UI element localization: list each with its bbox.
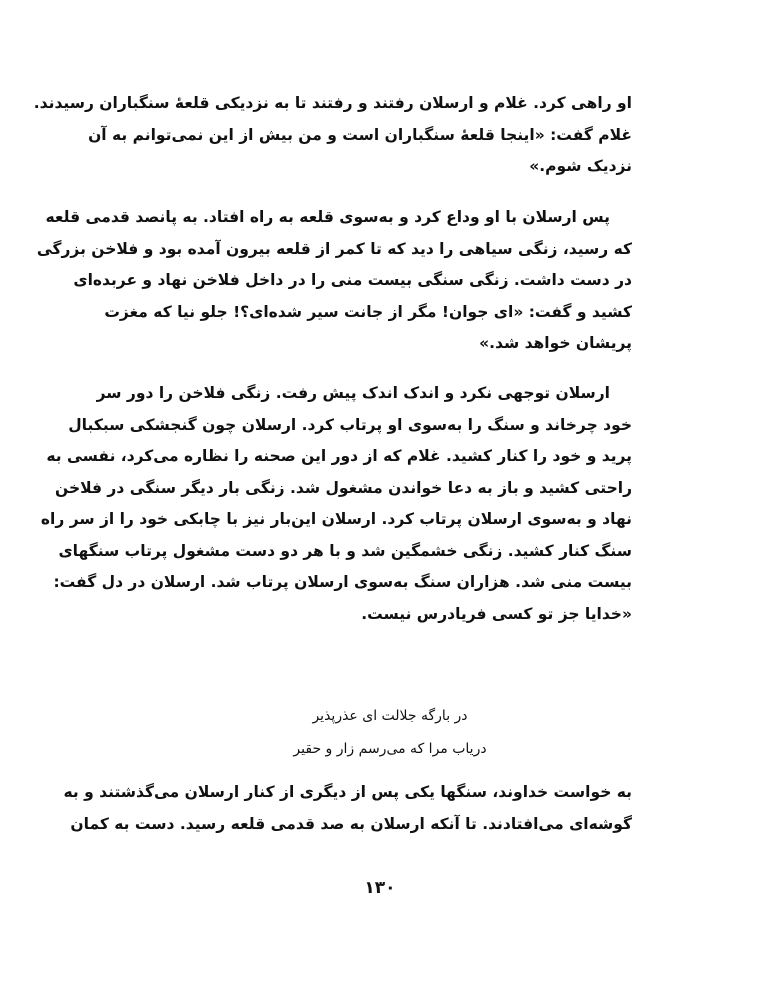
paragraph-line: در دست داشت. زنگی سنگی بیست منی را در داخل فلاخن نهاد و عربده‌ای	[73, 271, 632, 289]
paragraph-line: او راهی کرد. غلام و ارسلان رفتند و رفتند تا به نزدیکی قلعهٔ سنگباران رسیدند.	[33, 94, 632, 112]
paragraph-2	[36, 202, 632, 360]
poem-verse-2: دریاب مرا که می‌رسم زار و حقیر	[293, 741, 487, 757]
paragraph-line: پرید و خود را کنار کشید. غلام که از دور این صحنه را نظاره می‌کرد، نفسی به	[46, 447, 632, 465]
paragraph-line: «خدایا جز تو کسی فریادرس نیست.	[361, 604, 632, 623]
paragraph-line: گوشه‌ای می‌افتادند. تا آنکه ارسلان به صد قدمی قلعه رسید. دست به کمان	[70, 814, 632, 833]
paragraph-1	[33, 88, 632, 183]
paragraph-line: بیست منی شد. هزاران سنگ به‌سوی ارسلان پرتاب شد. ارسلان در دل گفت:	[53, 573, 632, 591]
paragraph-line: کشید و گفت: «ای جوان! مگر از جانت سیر شده‌ای؟! جلو نیا که مغزت	[104, 302, 632, 321]
poem-couplet	[230, 700, 550, 766]
paragraph-line: راحتی کشید و باز به دعا خواندن مشغول شد. زنگی بار دیگر سنگی در فلاخن	[55, 478, 632, 497]
paragraph-line: نزدیک شوم.»	[529, 157, 632, 175]
paragraph-line: ارسلان توجهی نکرد و اندک اندک پیش رفت. زنگی فلاخن را دور سر	[96, 384, 610, 402]
paragraph-line: سنگ کنار کشید. زنگی خشمگین شد و با هر دو دست مشغول پرتاب سنگهای	[58, 541, 632, 560]
page-number: ۱۳۰	[364, 878, 396, 898]
paragraph-4	[63, 777, 632, 840]
poem-verse-1: در بارگه جلالت ای عذرپذیر	[312, 708, 468, 724]
paragraph-line: خود چرخاند و سنگ را به‌سوی او پرتاب کرد. ارسلان چون گنجشکی سبکبال	[68, 415, 632, 434]
paragraph-line: که رسید، زنگی سیاهی را دید که تا کمر از قلعه بیرون آمده بود و فلاخن بزرگی	[36, 239, 632, 258]
paragraph-line: پریشان خواهد شد.»	[479, 334, 632, 352]
paragraph-line: پس ارسلان با او وداع کرد و به‌سوی قلعه به راه افتاد. به پانصد قدمی قلعه	[45, 208, 610, 226]
paragraph-line: نهاد و به‌سوی ارسلان پرتاب کرد. ارسلان این‌بار نیز با چابکی خود را از سر راه	[40, 510, 632, 528]
paragraph-line: غلام گفت: «اینجا قلعهٔ سنگباران است و من بیش از این نمی‌توانم به آن	[88, 125, 632, 144]
paragraph-3	[40, 378, 632, 630]
paragraph-line: به خواست خداوند، سنگها یکی پس از دیگری از کنار ارسلان می‌گذشتند و به	[63, 783, 632, 801]
